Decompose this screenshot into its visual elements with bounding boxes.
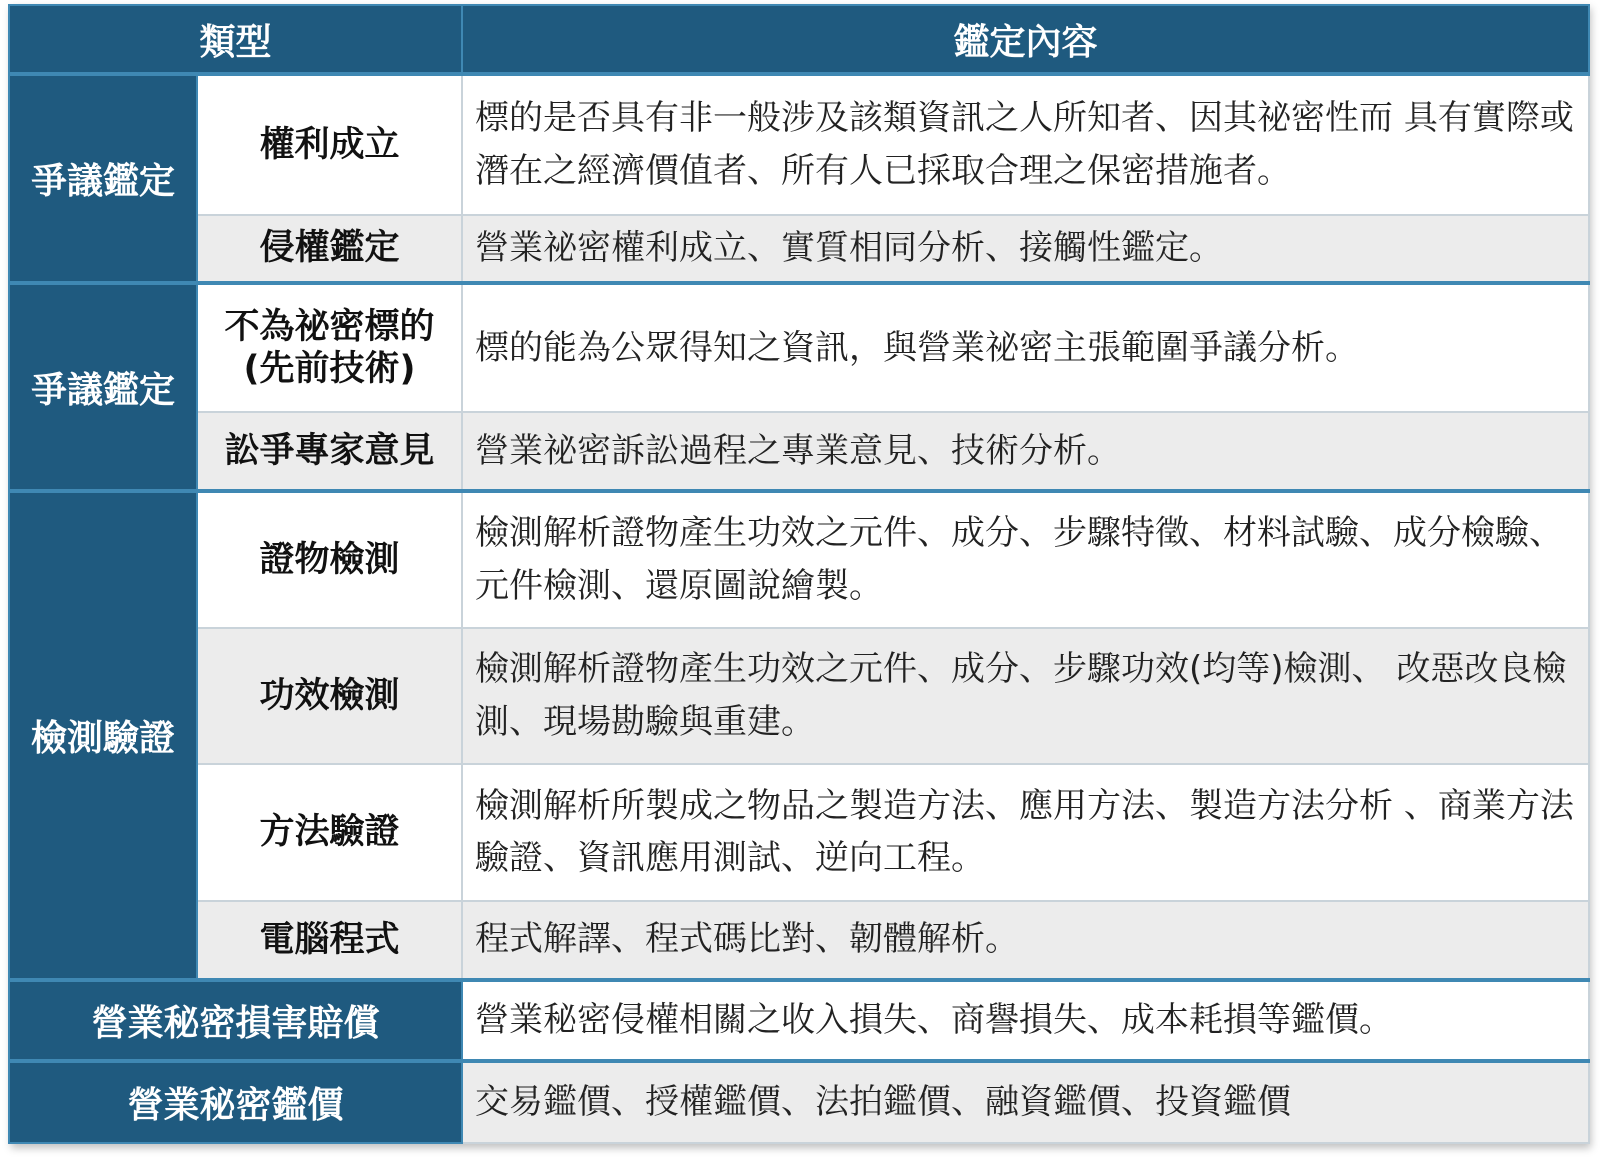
table-row xyxy=(9,980,1589,1061)
table-row xyxy=(9,628,1589,764)
category-valuation: 營業秘密鑑價 xyxy=(9,1061,462,1143)
description: 檢測解析證物產生功效之元件、成分、步驟特徵、材料試驗、成分檢驗、元件檢測、還原圖說繪製。 xyxy=(462,491,1589,627)
sub-type: 侵權鑑定 xyxy=(197,215,462,284)
sub-type xyxy=(197,283,462,411)
table-header-row xyxy=(9,5,1589,74)
category-damage-compensation: 營業秘密損害賠償 xyxy=(9,980,462,1061)
sub-type: 功效檢測 xyxy=(197,628,462,764)
description: 營業祕密訴訟過程之專業意見、技術分析。 xyxy=(462,412,1589,491)
sub-type: 權利成立 xyxy=(197,74,462,215)
description: 檢測解析所製成之物品之製造方法、應用方法、製造方法分析 、商業方法驗證、資訊應用測試、逆向工程。 xyxy=(462,764,1589,900)
description: 檢測解析證物產生功效之元件、成分、步驟功效(均等)檢測、 改惡改良檢測、現場勘驗與重建。 xyxy=(462,628,1589,764)
sub-type: 證物檢測 xyxy=(197,491,462,627)
table-row xyxy=(9,215,1589,284)
table-row xyxy=(9,74,1589,215)
description: 標的是否具有非一般涉及該類資訊之人所知者、因其祕密性而 具有實際或潛在之經濟價值者、所有人已採取合理之保密措施者。 xyxy=(462,74,1589,215)
description: 交易鑑價、授權鑑價、法拍鑑價、融資鑑價、投資鑑價 xyxy=(462,1061,1589,1143)
table-row xyxy=(9,283,1589,411)
table-row xyxy=(9,412,1589,491)
table-row xyxy=(9,491,1589,627)
sub-type: 電腦程式 xyxy=(197,901,462,980)
category-dispute-appraisal xyxy=(9,74,197,283)
description: 營業祕密權利成立、實質相同分析、接觸性鑑定。 xyxy=(462,215,1589,284)
sub-type: 訟爭專家意見 xyxy=(197,412,462,491)
header-type: 類型 xyxy=(9,5,462,74)
category-label: 檢測驗證 xyxy=(30,718,175,760)
sub-type-line1: 不為祕密標的 xyxy=(224,307,435,348)
header-content: 鑑定內容 xyxy=(462,5,1589,74)
table-row xyxy=(9,1061,1589,1143)
description: 標的能為公眾得知之資訊，與營業祕密主張範圍爭議分析。 xyxy=(462,283,1589,411)
appraisal-table-frame xyxy=(8,4,1588,1144)
category-label: 爭議鑑定 xyxy=(30,161,175,203)
appraisal-table xyxy=(8,4,1590,1144)
category-label: 爭議鑑定 xyxy=(30,369,175,411)
sub-type: 方法驗證 xyxy=(197,764,462,900)
category-dispute-appraisal-2 xyxy=(9,283,197,491)
description: 程式解譯、程式碼比對、韌體解析。 xyxy=(462,901,1589,980)
table-row xyxy=(9,764,1589,900)
description: 營業秘密侵權相關之收入損失、商譽損失、成本耗損等鑑價。 xyxy=(462,980,1589,1061)
category-testing-verification xyxy=(9,491,197,980)
table-row xyxy=(9,901,1589,980)
sub-type-line2: (先前技術) xyxy=(243,349,416,390)
